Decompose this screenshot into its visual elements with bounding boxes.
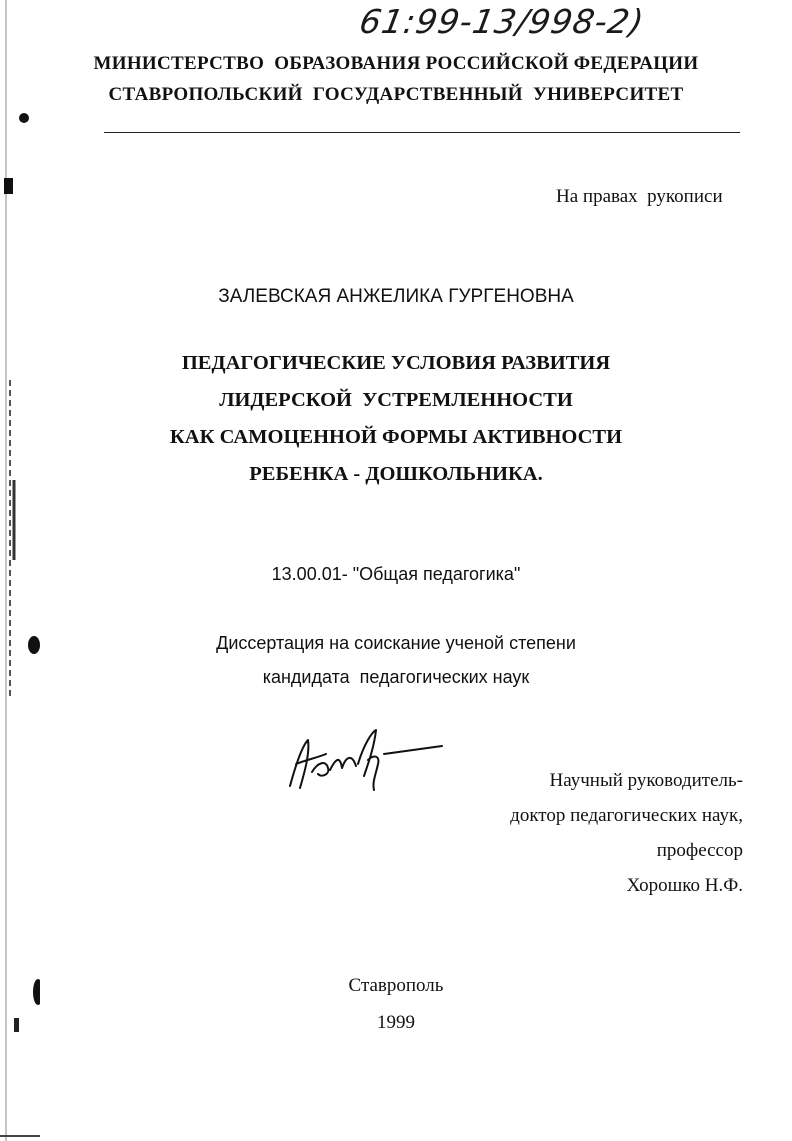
- specialty-code: 13.00.01- "Общая педагогика": [271, 564, 521, 584]
- header-divider: [104, 132, 740, 133]
- title-line-1: ПЕДАГОГИЧЕСКИЕ УСЛОВИЯ РАЗВИТИЯ: [181, 352, 611, 374]
- title-line-2: ЛИДЕРСКОЙ УСТРЕМЛЕННОСТИ: [219, 389, 573, 411]
- ministry-heading: МИНИСТЕРСТВО ОБРАЗОВАНИЯ РОССИЙСКОЙ ФЕДЕРАЦИИ: [93, 53, 699, 74]
- year: 1999: [377, 1012, 415, 1033]
- degree-line-1: Диссертация на соискание ученой степени: [216, 633, 576, 653]
- university-heading: СТАВРОПОЛЬСКИЙ ГОСУДАРСТВЕННЫЙ УНИВЕРСИТЕТ: [108, 84, 684, 105]
- city: Ставрополь: [348, 975, 444, 996]
- author-name: ЗАЛЕВСКАЯ АНЖЕЛИКА ГУРГЕНОВНА: [218, 286, 574, 307]
- archive-stamp: 61:99-13/998-2): [356, 2, 648, 41]
- advisor-degree: доктор педагогических наук,: [510, 805, 743, 826]
- advisor-name: Хорошко Н.Ф.: [626, 875, 743, 896]
- advisor-title: профессор: [656, 840, 743, 861]
- degree-line-2: кандидата педагогических наук: [262, 667, 530, 687]
- rights-note: На правах рукописи: [556, 186, 723, 207]
- signature: [282, 724, 452, 804]
- title-line-4: РЕБЕНКА - ДОШКОЛЬНИКА.: [249, 463, 543, 485]
- advisor-role: Научный руководитель-: [549, 770, 743, 791]
- title-line-3: КАК САМОЦЕННОЙ ФОРМЫ АКТИВНОСТИ: [169, 426, 623, 448]
